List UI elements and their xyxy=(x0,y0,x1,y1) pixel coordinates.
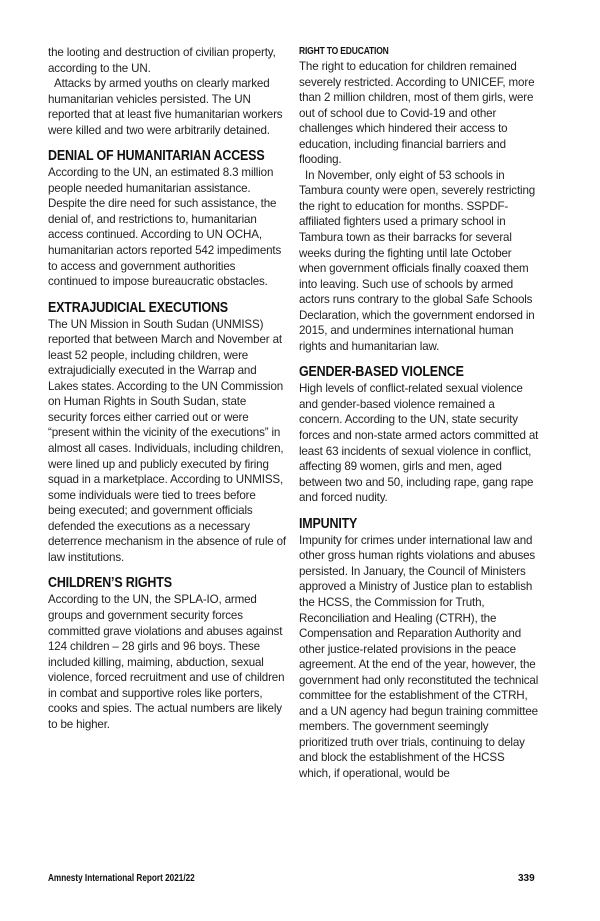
section-paragraph: The UN Mission in South Sudan (UNMISS) reported that between March and November at least 52 people, including children, were extrajudicially executed in the Warrap and Lakes states. According to the UN Commission on Human Rights in South Sudan, state security forces either carried out or were “present within the vicinity of the executions” in almost all cases. Individuals, including children, were lined up and publicly executed by firing squad in a marketplace. According to UNMISS, some individuals were tied to trees before being executed; and government officials defended the executions as a necessary deterrence mechanism in the absence of rule of law institutions. xyxy=(48,317,286,564)
section-heading: EXTRAJUDICIAL EXECUTIONS xyxy=(48,299,228,316)
section-humanitarian-access xyxy=(48,148,286,289)
section-gender-based-violence xyxy=(299,364,539,505)
section-paragraph: In November, only eight of 53 schools in Tambura county were open, severely restricting the right to education for months. SSPDF-affiliated fighters used a primary school in Tambura town as their barracks for several weeks during the fighting until late October when government officials finally coaxed them into leaving. Such use of schools by armed actors runs contrary to the global Safe Schools Declaration, which the government endorsed in 2015, and undermines international human rights and humanitarian law. xyxy=(299,168,536,353)
left-column xyxy=(48,45,286,732)
section-heading: GENDER-BASED VIOLENCE xyxy=(299,364,464,381)
section-paragraph: High levels of conflict-related sexual violence and gender-based violence remained a concern. According to the UN, state security forces and non-state armed actors committed at least 63 incidents of sexual violence in conflict, affecting 89 women, girls and men, aged between two and 50, including rape, gang rape and forced nudity. xyxy=(299,382,539,505)
section-right-to-education xyxy=(299,45,539,354)
section-heading: DENIAL OF HUMANITARIAN ACCESS xyxy=(48,148,265,165)
page-number: 339 xyxy=(518,873,535,884)
section-paragraph: Impunity for crimes under international law and other gross human rights violations and abuses persisted. In January, the Council of Ministers approved a Ministry of Justice plan to establish the HCSS, the Commission for Truth, Reconciliation and Healing (CTRH), the Compensation and Reparation Authority and other justice-related provisions in the peace agreement. At the end of the year, however, the government had only reconstituted the technical committee for the establishment of the CTRH, and a UN agency had begun training committee members. The government seemingly prioritized truth over trials, continuing to delay and block the establishment of the HCSS which, if operational, would be xyxy=(299,533,539,780)
footer-publication-title: Amnesty International Report 2021/22 xyxy=(48,873,195,884)
section-impunity xyxy=(299,516,539,782)
section-paragraph: According to the UN, the SPLA-IO, armed groups and government security forces committed grave violations and abuses against 124 children – 28 girls and 96 boys. These included killing, maiming, abduction, sexual violence, forced recruitment and use of children in combat and supportive roles like porters, cooks and spies. The actual numbers are likely to be higher. xyxy=(48,593,285,731)
section-childrens-rights xyxy=(48,575,286,732)
section-heading: CHILDREN’S RIGHTS xyxy=(48,575,172,592)
section-paragraph: The right to education for children remained severely restricted. According to UNICEF, more than 2 million children, most of them girls, were out of school due to Covid-19 and other challenges which hindered their access to education, including financial barriers and flooding. xyxy=(299,60,535,167)
section-paragraph: According to the UN, an estimated 8.3 million people needed humanitarian assistance. Despite the dire need for such assistance, the denial of, and restrictions to, humanitarian access continued. According to UN OCHA, humanitarian actors reported 542 impediments to access and government authorities continued to impose bureaucratic obstacles. xyxy=(48,166,282,289)
section-heading: IMPUNITY xyxy=(299,515,358,532)
intro-paragraph-1: the looting and destruction of civilian property, according to the UN. xyxy=(48,46,276,75)
subsection-heading: RIGHT TO EDUCATION xyxy=(299,46,389,57)
intro-paragraph-2: Attacks by armed youths on clearly marked humanitarian vehicles persisted. The UN reported that at least five humanitarian workers were killed and two were arbitrarily detained. xyxy=(48,77,283,137)
section-extrajudicial-executions xyxy=(48,300,286,566)
right-column xyxy=(299,45,539,782)
